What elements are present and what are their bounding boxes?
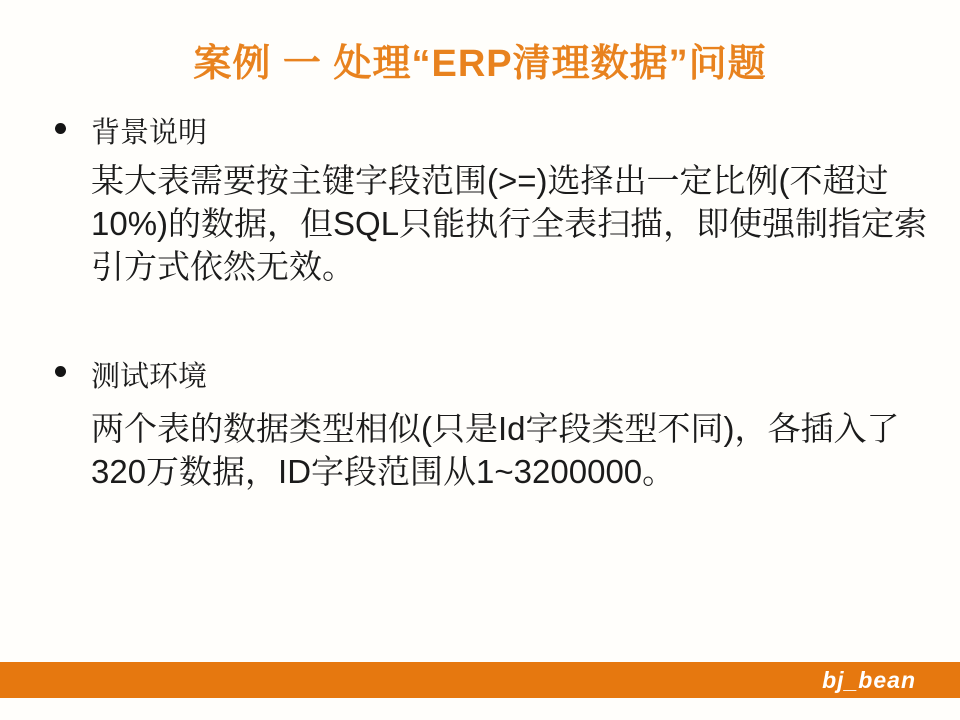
bullet-heading-test-env: 测试环境 [91, 361, 208, 393]
paragraph-line: 10%)的数据，但SQL只能执行全表扫描，即使强制指定索 [91, 205, 928, 242]
footer-bar [0, 662, 960, 698]
bullet-dot-icon [55, 123, 66, 134]
bullet-heading-background: 背景说明 [91, 117, 208, 149]
paragraph-test-env [91, 407, 900, 493]
paragraph-line: 两个表的数据类型相似(只是Id字段类型不同)，各插入了 [91, 410, 900, 447]
paragraph-line: 某大表需要按主键字段范围(>=)选择出一定比例(不超过 [91, 162, 889, 199]
bullet-dot-icon [55, 366, 66, 377]
paragraph-background [91, 159, 927, 288]
paragraph-line: 引方式依然无效。 [91, 248, 355, 285]
page-title: 案例 一 处理“ERP清理数据”问题 [193, 43, 767, 85]
paragraph-line: 320万数据，ID字段范围从1~3200000。 [91, 453, 676, 490]
footer-watermark: bj_bean [822, 666, 916, 693]
